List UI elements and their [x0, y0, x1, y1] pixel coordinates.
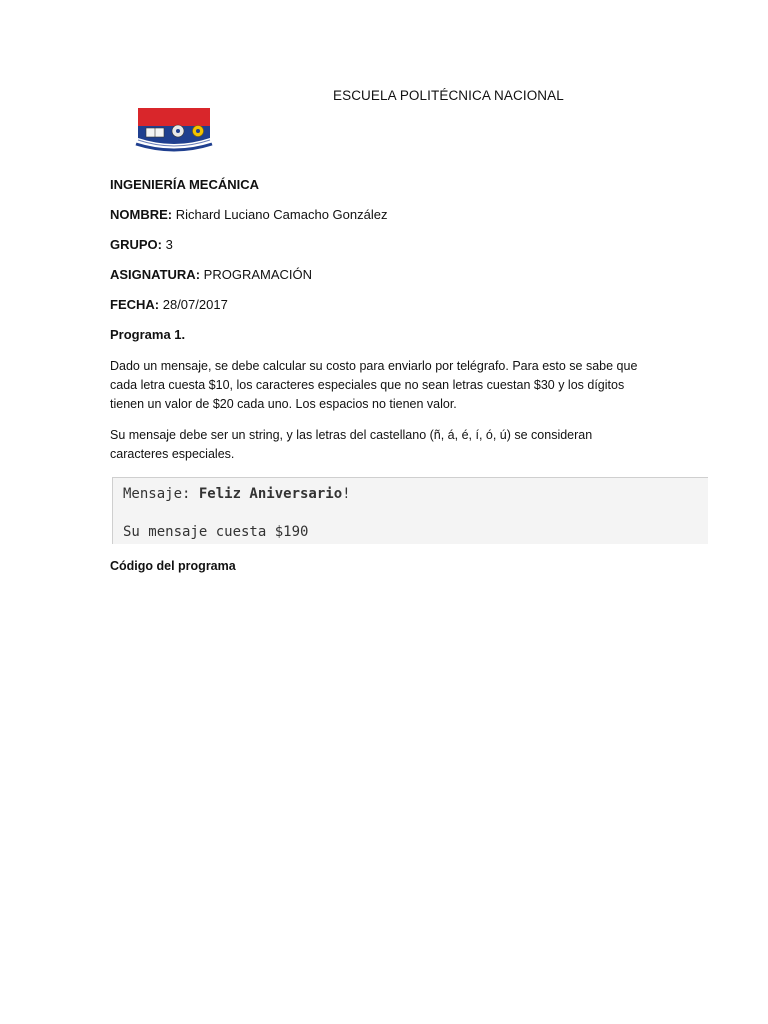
program-note [110, 426, 690, 464]
faculty-heading: INGENIERÍA MECÁNICA [110, 177, 260, 192]
example-output-box [112, 477, 708, 544]
prompt-suffix: ! [342, 486, 351, 502]
university-crest-icon [132, 106, 218, 156]
program-description [110, 357, 690, 414]
subject-label: ASIGNATURA: [110, 267, 201, 282]
description-line: cada letra cuesta $10, los caracteres especiales que no sean letras cuestan $30 y los dígitos [110, 378, 625, 392]
institution-title: ESCUELA POLITÉCNICA NACIONAL [333, 88, 564, 103]
subject-row [110, 267, 312, 282]
description-line: Dado un mensaje, se debe calcular su costo para enviarlo por telégrafo. Para esto se sabe que [110, 359, 638, 373]
group-row [110, 237, 173, 252]
name-row [110, 207, 387, 222]
date-label: FECHA: [110, 297, 160, 312]
example-prompt-line [123, 486, 351, 502]
note-line: caracteres especiales. [110, 447, 235, 461]
group-value: 3 [165, 237, 173, 252]
group-label: GRUPO: [110, 237, 162, 252]
name-label: NOMBRE: [110, 207, 173, 222]
description-line: tienen un valor de $20 cada uno. Los espacios no tienen valor. [110, 397, 457, 411]
subject-value: PROGRAMACIÓN [203, 267, 312, 282]
name-value: Richard Luciano Camacho González [175, 207, 388, 222]
prompt-label: Mensaje: [123, 486, 199, 502]
program-title: Programa 1. [110, 327, 186, 342]
example-result-line: Su mensaje cuesta $190 [123, 524, 309, 540]
date-value: 28/07/2017 [162, 297, 228, 312]
prompt-value: Feliz Aniversario [198, 486, 343, 502]
code-section-title: Código del programa [110, 559, 236, 573]
note-line: Su mensaje debe ser un string, y las letras del castellano (ñ, á, é, í, ó, ú) se consideran [110, 428, 593, 442]
date-row [110, 297, 228, 312]
